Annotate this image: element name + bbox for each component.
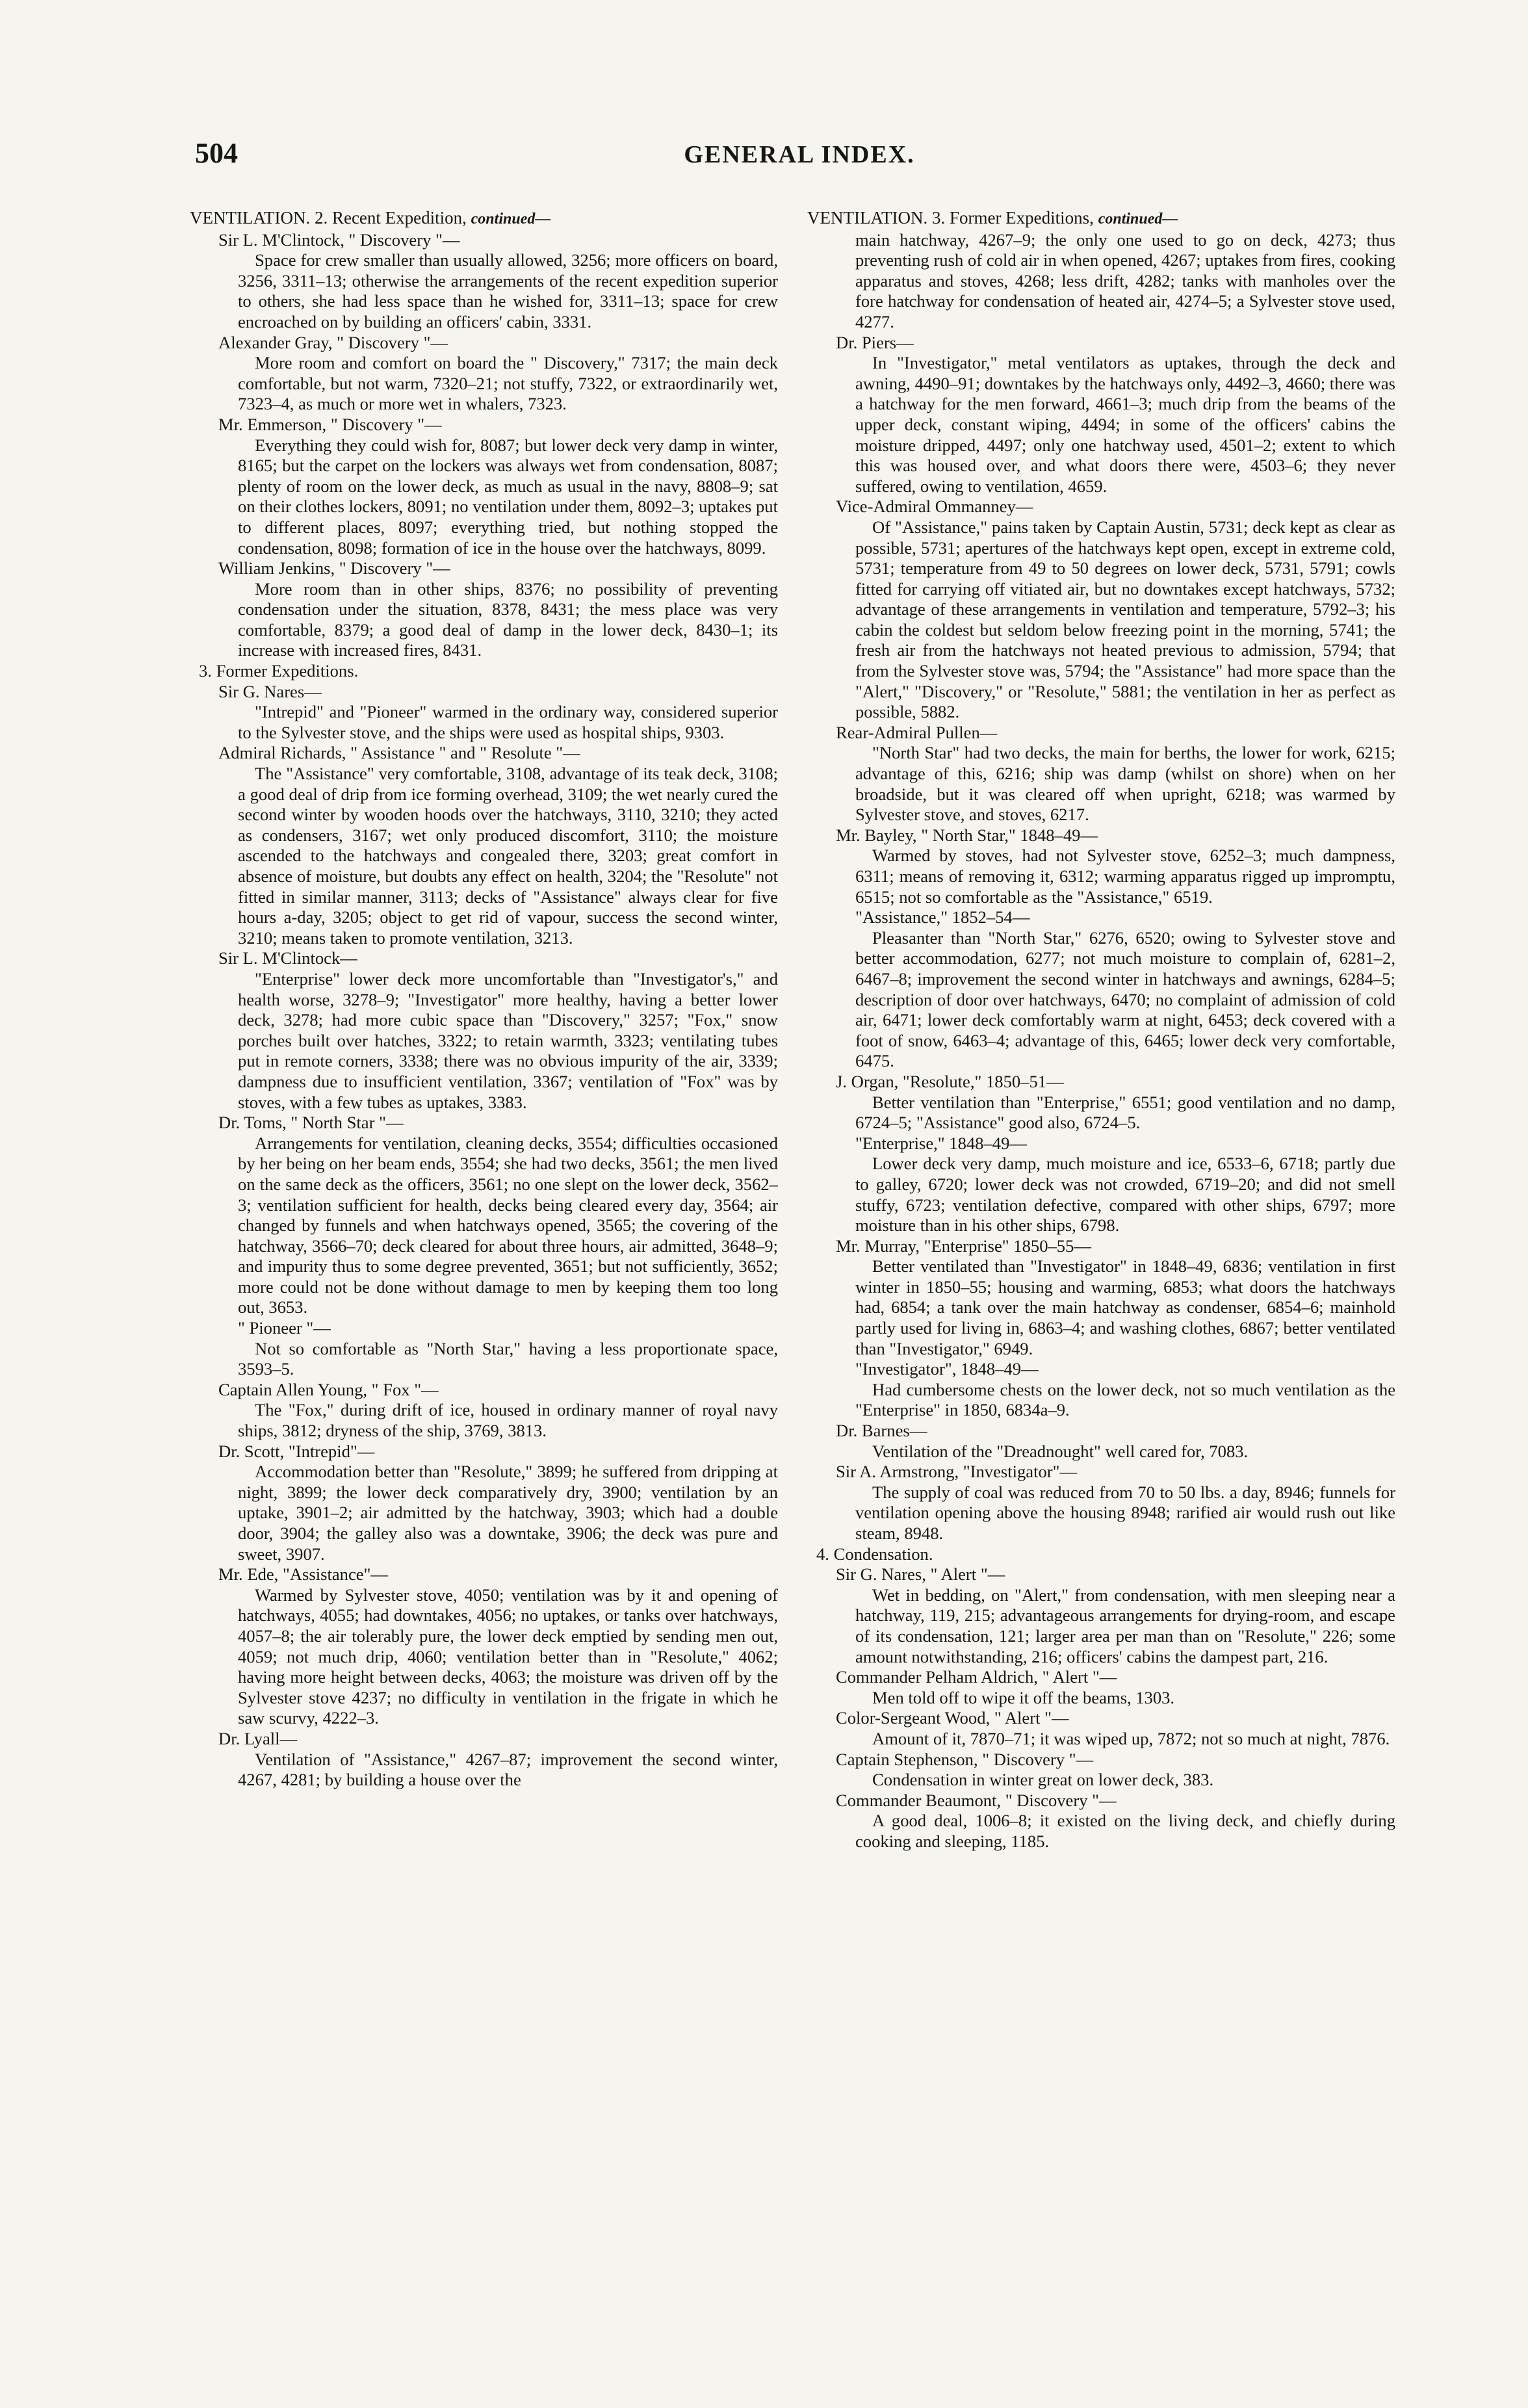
index-entry-text: Better ventilation than "Enterprise," 6551; good ventilation and no damp, 6724–5; "Assistance" good also, 6724–5. (855, 1092, 1395, 1133)
index-entry-text: Better ventilated than "Investigator" in 1848–49, 6836; ventilation in first winter in 1850–55; housing and warming, 6853; what doors the hatchways had, 6854; a tank over the main hatchway as condenser, 6854–6; mainhold partly used for living in, 6863–4; and washing clothes, 6867; better ventilated than "Investigator," 6949. (855, 1256, 1395, 1358)
index-entry-text: A good deal, 1006–8; it existed on the living deck, and chiefly during cooking and sleeping, 1185. (855, 1811, 1395, 1851)
index-entry-text: Men told off to wipe it off the beams, 1303. (872, 1687, 1175, 1707)
index-witness-heading: Dr. Scott, "Intrepid"— (218, 1441, 375, 1461)
index-entry-text: Space for crew smaller than usually allowed, 3256; more officers on board, 3256, 3311–13; otherwise the arrangements of the recent expedition superior to others, she had less space than he wished for, 3311–13; space for crew encroached on by building an officers' cabin, 3331. (238, 250, 778, 331)
index-witness-heading: Dr. Toms, " North Star "— (218, 1113, 404, 1133)
index-entry-text: Ventilation of "Assistance," 4267–87; improvement the second winter, 4267, 4281; by building a house over the (238, 1749, 778, 1790)
index-entry-text: Warmed by stoves, had not Sylvester stove, 6252–3; much dampness, 6311; means of removing it, 6312; warming apparatus rigged up impromptu, 6515; not so comfortable as the "Assistance," 6519. (855, 846, 1395, 907)
left-heading-continued: continued— (471, 211, 551, 227)
index-entry-text: The supply of coal was reduced from 70 to 50 lbs. a day, 8946; funnels for ventilation opening above the housing 8948; rarified air would rush out like steam, 8948. (855, 1482, 1395, 1543)
index-witness-heading: Dr. Lyall— (218, 1728, 298, 1748)
right-column (807, 208, 1395, 2379)
index-witness-heading: Alexander Gray, " Discovery "— (218, 332, 448, 352)
page-header (195, 136, 1404, 182)
index-entry-text: Condensation in winter great on lower deck, 383. (872, 1770, 1214, 1790)
index-entry-text: Everything they could wish for, 8087; but lower deck very damp in winter, 8165; but the carpet on the lockers was always wet from condensation, 8087; plenty of room on the lower deck, as much as usual in the navy, 8808–9; sat on their clothes lockers, 8091; no ventilation under them, 8092–3; uptakes put to different places, 8097; everything tried, but nothing stopped the condensation, 8098; formation of ice in the house over the hatchways, 8099. (238, 435, 778, 558)
index-entry-text: main hatchway, 4267–9; the only one used to go on deck, 4273; thus preventing rush of cold air in when opened, 4267; uptakes from fires, cooking apparatus and stoves, 4268; less drift, 4282; tanks with manholes over the fore hatchway for condensation of heated air, 4274–5; a Sylvester stove used, 4277. (855, 229, 1395, 331)
index-witness-heading: Mr. Ede, "Assistance"— (218, 1564, 389, 1585)
index-witness-heading: J. Organ, "Resolute," 1850–51— (836, 1071, 1064, 1091)
running-head: GENERAL INDEX. (684, 141, 915, 168)
index-witness-heading: Color-Sergeant Wood, " Alert "— (836, 1708, 1069, 1728)
index-witness-heading: Sir A. Armstrong, "Investigator"— (836, 1462, 1078, 1482)
index-entry-text: "Enterprise" lower deck more uncomfortable than "Investigator's," and health worse, 3278–9; "Investigator" more healthy, having a better lower deck, 3278; had more cubic space than "Discovery," 3257; "Fox," snow porches built over hatches, 3322; to retain warmth, 3323; ventilating tubes put in remote corners, 3338; there was no obvious impurity of the air, 3339; dampness due to insufficient ventilation, 3367; ventilation of "Fox" was by stoves, with a few tubes as uptakes, 3383. (238, 968, 778, 1112)
index-witness-heading: Mr. Bayley, " North Star," 1848–49— (836, 825, 1098, 845)
left-column (190, 208, 778, 2379)
index-entry-text: Pleasanter than "North Star," 6276, 6520; owing to Sylvester stove and better accommodation, 6277; not much moisture to complain of, 6281–2, 6467–8; improvement the second winter in hatchways and awnings, 6284–5; description of door over hatchways, 6470; no complaint of admission of cold air, 6471; lower deck comfortably warm at night, 6453; deck covered with a foot of snow, 6463–4; advantage of this, 6465; lower deck very comfortable, 6475. (855, 927, 1395, 1071)
right-heading-text: VENTILATION. 3. Former Expeditions, (807, 208, 1094, 227)
index-entry-text: "Intrepid" and "Pioneer" warmed in the ordinary way, considered superior to the Sylvester stove, and the ships were used as hospital ships, 9303. (238, 702, 778, 742)
index-entry-text: More room than in other ships, 8376; no possibility of preventing condensation under the situation, 8378, 8431; the mess place was very comfortable, 8379; a good deal of damp in the lower deck, 8430–1; its increase with increased fires, 8431. (238, 578, 778, 660)
index-entry-text: The "Fox," during drift of ice, housed in ordinary manner of royal navy ships, 3812; dryness of the ship, 3769, 3813. (238, 1400, 778, 1441)
index-witness-heading: Sir L. M'Clintock, " Discovery "— (218, 229, 460, 250)
right-column-heading (807, 208, 1395, 230)
index-entry-text: In "Investigator," metal ventilators as uptakes, through the deck and awning, 4490–91; downtakes by the hatchways only, 4492–3, 4660; there was a hatchway for the men forward, 4661–3; much drip from the beams of the upper deck, constant wiping, 4494; in some of the officers' cabins the moisture dripped, 4497; only one hatchway used, 4501–2; extent to which this was housed over, and what doors there were, 4503–6; they never suffered, owing to ventilation, 4659. (855, 353, 1395, 496)
index-witness-heading: Sir G. Nares, " Alert "— (836, 1564, 1005, 1585)
index-section-heading: 3. Former Expeditions. (199, 661, 359, 681)
index-witness-heading: William Jenkins, " Discovery "— (218, 558, 450, 578)
index-witness-heading: Dr. Barnes— (836, 1421, 927, 1441)
right-heading-continued: continued— (1098, 211, 1178, 227)
index-ship-subheading: "Assistance," 1852–54— (855, 907, 1030, 927)
index-section-heading: 4. Condensation. (816, 1544, 933, 1564)
index-witness-heading: Admiral Richards, " Assistance " and " Resolute "— (218, 743, 580, 763)
index-ship-subheading: " Pioneer "— (238, 1318, 331, 1338)
index-witness-heading: Rear-Admiral Pullen— (836, 722, 998, 742)
index-ship-subheading: "Investigator", 1848–49— (855, 1359, 1039, 1379)
index-entry-text: Amount of it, 7870–71; it was wiped up, 7872; not so much at night, 7876. (872, 1728, 1390, 1748)
index-entry-text: Warmed by Sylvester stove, 4050; ventilation was by it and opening of hatchways, 4055; had downtakes, 4056; no uptakes, or tanks over hatchways, 4057–8; the air tolerably pure, the lower deck emptied by sending men out, 4059; not much drip, 4060; ventilation better than in "Resolute," 4062; having more height between decks, 4063; the moisture was driven off by the Sylvester stove 4237; no difficulty in ventilation in the frigate in which he saw scurvy, 4222–3. (238, 1585, 778, 1728)
index-entry-text: Not so comfortable as "North Star," having a less proportionate space, 3593–5. (238, 1338, 778, 1379)
index-entry-text: Lower deck very damp, much moisture and ice, 6533–6, 6718; partly due to galley, 6720; lower deck was not crowded, 6719–20; and did not smell stuffy, 6723; ventilation defective, compared with other ships, 6797; more moisture than in his other ships, 6798. (855, 1154, 1395, 1236)
index-entry-text: The "Assistance" very comfortable, 3108, advantage of its teak deck, 3108; a good deal of drip from ice forming overhead, 3109; the wet nearly cured the second winter by wooden hoods over the hatchways, 3110, 3210; they acted as condensers, 3167; wet only produced discomfort, 3110; the moisture ascended to the hatchways and congealed there, 3203; great comfort in absence of moisture, but doubts any effect on health, 3204; the "Resolute" not fitted in similar manner, 3113; decks of "Assistance" always clear for five hours a-day, 3205; object to get rid of vapour, success the second winter, 3210; means taken to promote ventilation, 3213. (238, 764, 778, 948)
index-entry-text: "North Star" had two decks, the main for berths, the lower for work, 6215; advantage of this, 6216; ship was damp (whilst on shore) when on her broadside, but it was cleared off when upright, 6218; was warmed by Sylvester stove, and stoves, 6217. (855, 743, 1395, 825)
left-column-heading (190, 208, 778, 230)
left-column-entries (190, 230, 778, 1791)
index-witness-heading: Dr. Piers— (836, 332, 914, 352)
index-witness-heading: Mr. Emmerson, " Discovery "— (218, 414, 442, 434)
index-witness-heading: Captain Stephenson, " Discovery "— (836, 1749, 1094, 1769)
index-witness-heading: Commander Pelham Aldrich, " Alert "— (836, 1667, 1117, 1687)
index-entry-text: Ventilation of the "Dreadnought" well cared for, 7083. (872, 1441, 1249, 1461)
index-entry-text: More room and comfort on board the " Discovery," 7317; the main deck comfortable, but not warm, 7320–21; not stuffy, 7322, or extraordinarily wet, 7323–4, as much or more wet in whalers, 7323. (238, 353, 778, 414)
left-heading-text: VENTILATION. 2. Recent Expedition, (190, 208, 467, 227)
index-witness-heading: Captain Allen Young, " Fox "— (218, 1379, 439, 1399)
index-witness-heading: Sir G. Nares— (218, 681, 322, 701)
index-entry-text: Of "Assistance," pains taken by Captain Austin, 5731; deck kept as clear as possible, 5731; apertures of the hatchways kept open, except in extreme cold, 5731; temperature from 49 to 50 degrees on lower deck, 5731, 5791; cowls fitted for carrying off vitiated air, but no downtakes except hatchways, 5732; advantage of these arrangements in ventilation and temperature, 5792–3; his cabin the coldest but seldom below freezing point in the morning, 5741; the fresh air from the hatchways not heated previous to admission, 5794; that from the Sylvester stove was, 5794; the "Assistance" had more space than the "Alert," "Discovery," or "Resolute," 5881; the ventilation in her as perfect as possible, 5882. (855, 517, 1395, 722)
index-entry-text: Accommodation better than "Resolute," 3899; he suffered from dripping at night, 3899; the lower deck comparatively dry, 3900; ventilation by an uptake, 3901–2; air admitted by the hatchway, 3903; which had a double door, 3904; the galley also was a downtake, 3906; the deck was pure and sweet, 3907. (238, 1462, 778, 1564)
index-entry-text: Had cumbersome chests on the lower deck, not so much ventilation as the "Enterprise" in 1850, 6834a–9. (855, 1379, 1395, 1420)
index-witness-heading: Mr. Murray, "Enterprise" 1850–55— (836, 1236, 1091, 1256)
index-entry-text: Arrangements for ventilation, cleaning decks, 3554; difficulties occasioned by her being on her beam ends, 3554; she had two decks, 3561; the men lived on the same deck as the officers, 3561; no one slept on the lower deck, 3562–3; ventilation sufficient for health, decks being cleared every day, 3564; air changed by funnels and when hatchways opened, 3565; the covering of the hatchway, 3566–70; deck cleared for about three hours, air admitted, 3648–9; and impurity thus to some degree prevented, 3651; but not sufficiently, 3652; more could not be done without damage to men by keeping them too long out, 3653. (238, 1133, 778, 1317)
right-column-entries (807, 230, 1395, 1852)
index-witness-heading: Vice-Admiral Ommanney— (836, 497, 1033, 517)
index-witness-heading: Commander Beaumont, " Discovery "— (836, 1790, 1117, 1810)
index-witness-heading: Sir L. M'Clintock— (218, 948, 357, 968)
index-entry-text: Wet in bedding, on "Alert," from condensation, with men sleeping near a hatchway, 119, 215; advantageous arrangements for drying-room, and escape of its condensation, 121; larger area per man than on "Resolute," 226; some amount notwithstanding, 216; officers' cabins the dampest part, 216. (855, 1585, 1395, 1666)
page-number: 504 (195, 137, 238, 169)
index-ship-subheading: "Enterprise," 1848–49— (855, 1133, 1027, 1153)
